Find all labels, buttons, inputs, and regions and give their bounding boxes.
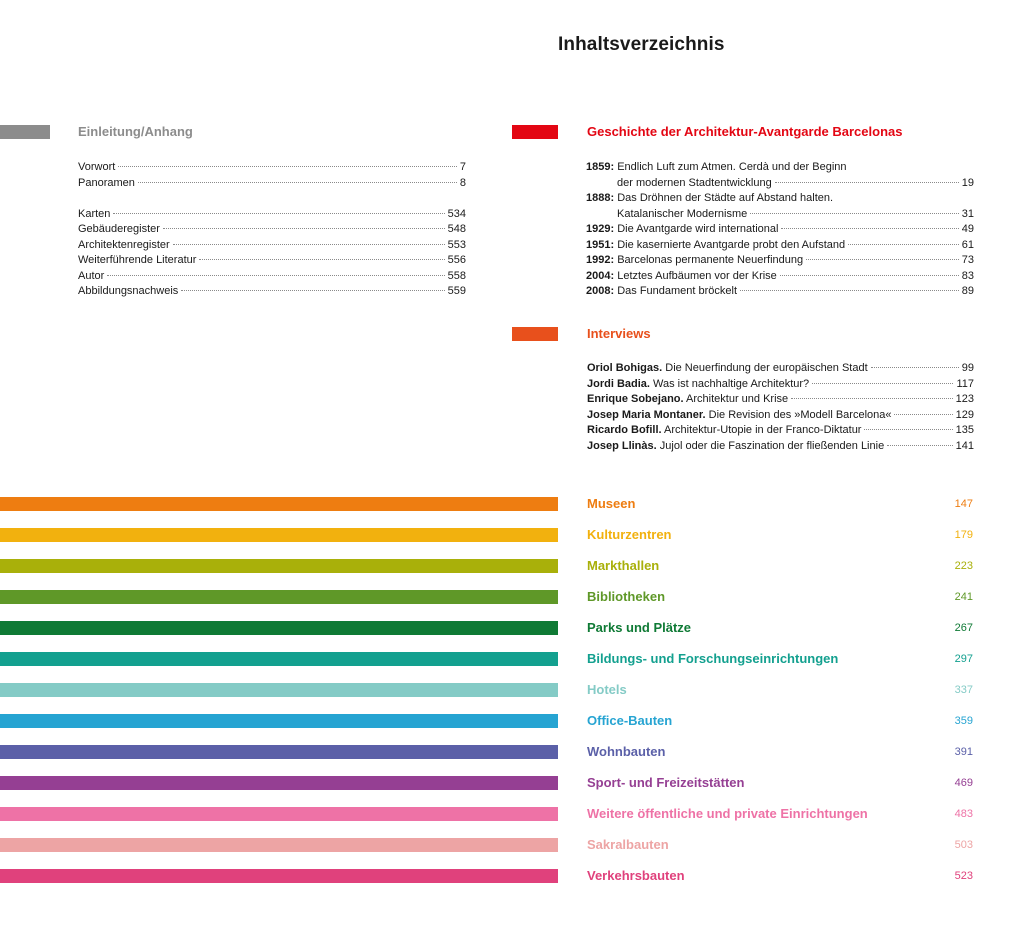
entry-year: 1992: — [586, 254, 615, 266]
entry-year: 1859: — [586, 161, 615, 173]
toc-entry-2008[interactable] — [586, 284, 974, 300]
page-title: Inhaltsverzeichnis — [558, 34, 725, 55]
category-page-verkehrsbauten: 523 — [954, 870, 973, 882]
entry-text: Die Avantgarde wird international — [617, 223, 779, 235]
leader-dots — [173, 244, 445, 245]
interviewee-name: Oriol Bohigas. — [587, 362, 663, 374]
toc-entry-interview-llinas[interactable] — [587, 439, 974, 455]
entry-text: Das Fundament bröckelt — [617, 285, 738, 297]
leader-dots — [871, 367, 959, 368]
interviews-heading: Interviews — [587, 326, 651, 341]
page-number: 534 — [447, 207, 466, 220]
category-page-sport: 469 — [954, 777, 973, 789]
leader-dots — [118, 166, 457, 167]
category-bar-sport — [0, 776, 558, 790]
leader-dots — [791, 398, 953, 399]
page-number: 99 — [961, 362, 974, 374]
toc-entry-1888[interactable] — [586, 191, 974, 207]
entry-text: Barcelonas permanente Neuerfindung — [617, 254, 804, 266]
interviewee-name: Enrique Sobejano. — [587, 393, 684, 405]
page-number: 123 — [955, 393, 974, 405]
category-label-sakralbauten[interactable]: Sakralbauten — [587, 837, 669, 852]
leader-dots — [740, 290, 959, 291]
toc-entry-interview-badia[interactable] — [587, 377, 974, 393]
page-number: 556 — [447, 254, 466, 266]
category-bar-weitere — [0, 807, 558, 821]
page-number: 559 — [447, 285, 466, 297]
category-bar-museen — [0, 497, 558, 511]
page-number: 89 — [961, 285, 974, 297]
category-bar-bibliotheken — [0, 590, 558, 604]
leader-dots — [806, 259, 959, 260]
spacer — [78, 191, 466, 207]
entry-text: Katalanischer Modernisme — [617, 207, 748, 220]
page-number: 129 — [955, 408, 974, 421]
history-heading: Geschichte der Architektur-Avantgarde Barcelonas — [587, 124, 903, 139]
page-number: 8 — [459, 176, 466, 189]
page-number: 73 — [961, 254, 974, 266]
entry-text: Letztes Aufbäumen vor der Krise — [617, 269, 777, 282]
leader-dots — [781, 228, 958, 229]
entry-text: Endlich Luft zum Atmen. Cerdà und der Beginn — [617, 161, 847, 173]
history-list — [586, 160, 974, 300]
leader-dots — [894, 414, 952, 415]
entry-year: 1888: — [586, 192, 615, 204]
toc-entry-interview-bofill[interactable] — [587, 423, 974, 439]
leader-dots — [780, 275, 959, 276]
page-number: 135 — [955, 424, 974, 436]
intro-list — [78, 160, 466, 300]
page-number: 83 — [961, 269, 974, 282]
leader-dots — [750, 213, 959, 214]
toc-entry-architektenregister[interactable] — [78, 238, 466, 254]
toc-entry-karten[interactable] — [78, 207, 466, 223]
toc-entry-1859[interactable] — [586, 160, 974, 176]
category-page-hotels: 337 — [954, 684, 973, 696]
category-page-office: 359 — [954, 715, 973, 727]
page-number: 117 — [956, 377, 974, 390]
category-label-sport[interactable]: Sport- und Freizeitstätten — [587, 775, 745, 790]
category-label-bildung[interactable]: Bildungs- und Forschungseinrichtungen — [587, 651, 839, 666]
page-number: 61 — [961, 238, 974, 251]
toc-entry-interview-montaner[interactable] — [587, 408, 974, 424]
toc-entry-literatur[interactable] — [78, 253, 466, 269]
category-bar-markthallen — [0, 559, 558, 573]
interviewee-name: Josep Llinàs. — [587, 439, 657, 452]
interviews-marker — [512, 327, 558, 341]
category-label-parks[interactable]: Parks und Plätze — [587, 620, 692, 635]
interviews-list — [587, 361, 974, 454]
category-page-bibliotheken: 241 — [954, 591, 973, 603]
entry-text: Das Dröhnen der Städte auf Abstand halten. — [617, 192, 834, 204]
category-bar-verkehrsbauten — [0, 869, 558, 883]
entry-label: Autor — [78, 269, 105, 282]
category-label-wohnbauten[interactable]: Wohnbauten — [587, 744, 666, 759]
leader-dots — [864, 429, 952, 430]
entry-label: Weiterführende Literatur — [78, 254, 197, 266]
entry-year: 2004: — [586, 269, 615, 282]
category-bar-wohnbauten — [0, 745, 558, 759]
leader-dots — [812, 383, 953, 384]
history-marker — [512, 125, 558, 139]
leader-dots — [848, 244, 959, 245]
category-page-wohnbauten: 391 — [954, 746, 973, 758]
leader-dots — [181, 290, 444, 291]
category-label-weitere[interactable]: Weitere öffentliche und private Einrichtungen — [587, 806, 868, 821]
page-number: 7 — [459, 161, 466, 173]
page-number: 49 — [961, 223, 974, 235]
category-label-office[interactable]: Office-Bauten — [587, 713, 673, 728]
category-label-kulturzentren[interactable]: Kulturzentren — [587, 527, 672, 542]
toc-entry-1859-cont[interactable] — [586, 176, 974, 192]
category-bar-office — [0, 714, 558, 728]
category-label-hotels[interactable]: Hotels — [587, 682, 627, 697]
toc-entry-1951[interactable] — [586, 238, 974, 254]
leader-dots — [887, 445, 952, 446]
toc-entry-gebaeuderegister[interactable] — [78, 222, 466, 238]
page-number: 553 — [447, 238, 466, 251]
toc-entry-1992[interactable] — [586, 253, 974, 269]
leader-dots — [113, 213, 444, 214]
category-page-museen: 147 — [954, 498, 973, 510]
category-bar-sakralbauten — [0, 838, 558, 852]
entry-label: Vorwort — [78, 161, 116, 173]
page-number: 141 — [955, 439, 974, 452]
page-number: 19 — [961, 176, 974, 189]
toc-entry-autor[interactable] — [78, 269, 466, 285]
entry-text: der modernen Stadtentwicklung — [617, 176, 772, 189]
category-page-kulturzentren: 179 — [954, 529, 973, 541]
category-label-markthallen[interactable]: Markthallen — [587, 558, 660, 573]
entry-label: Panoramen — [78, 176, 135, 189]
entry-label: Gebäuderegister — [78, 223, 160, 235]
leader-dots — [199, 259, 444, 260]
page-number: 558 — [447, 269, 466, 282]
category-bar-bildung — [0, 652, 558, 666]
category-bar-parks — [0, 621, 558, 635]
toc-entry-panoramen[interactable] — [78, 176, 466, 192]
entry-year: 1951: — [586, 238, 615, 251]
interviewee-name: Ricardo Bofill. — [587, 424, 662, 436]
toc-entry-vorwort[interactable] — [78, 160, 466, 176]
entry-label: Karten — [78, 207, 111, 220]
leader-dots — [163, 228, 445, 229]
leader-dots — [107, 275, 444, 276]
entry-text: Was ist nachhaltige Architektur? — [653, 377, 810, 390]
category-label-museen[interactable]: Museen — [587, 496, 636, 511]
category-page-weitere: 483 — [954, 808, 973, 820]
page-number: 548 — [447, 223, 466, 235]
entry-label: Architektenregister — [78, 238, 170, 251]
entry-text: Die Neuerfindung der europäischen Stadt — [665, 362, 868, 374]
entry-text: Architektur und Krise — [686, 393, 789, 405]
entry-year: 1929: — [586, 223, 615, 235]
category-page-parks: 267 — [954, 622, 973, 634]
toc-entry-1929[interactable] — [586, 222, 974, 238]
category-label-verkehrsbauten[interactable]: Verkehrsbauten — [587, 868, 685, 883]
interviewee-name: Josep Maria Montaner. — [587, 408, 706, 421]
toc-entry-abbildungsnachweis[interactable] — [78, 284, 466, 300]
leader-dots — [775, 182, 959, 183]
entry-label: Abbildungsnachweis — [78, 285, 179, 297]
entry-text: Jujol oder die Faszination der fließenden Linie — [659, 439, 885, 452]
page-number: 31 — [961, 207, 974, 220]
entry-year: 2008: — [586, 285, 615, 297]
leader-dots — [138, 182, 457, 183]
category-bar-hotels — [0, 683, 558, 697]
entry-text: Die kasernierte Avantgarde probt den Aufstand — [617, 238, 846, 251]
category-label-bibliotheken[interactable]: Bibliotheken — [587, 589, 666, 604]
toc-entry-1888-cont[interactable] — [586, 207, 974, 223]
interviewee-name: Jordi Badia. — [587, 377, 650, 390]
intro-heading: Einleitung/Anhang — [78, 124, 193, 139]
category-page-sakralbauten: 503 — [954, 839, 973, 851]
intro-marker — [0, 125, 50, 139]
category-page-markthallen: 223 — [954, 560, 973, 572]
entry-text: Architektur-Utopie in der Franco-Diktatur — [664, 424, 862, 436]
category-page-bildung: 297 — [954, 653, 973, 665]
toc-entry-interview-sobejano[interactable] — [587, 392, 974, 408]
entry-text: Die Revision des »Modell Barcelona« — [708, 408, 892, 421]
toc-entry-interview-bohigas[interactable] — [587, 361, 974, 377]
toc-entry-2004[interactable] — [586, 269, 974, 285]
category-bar-kulturzentren — [0, 528, 558, 542]
